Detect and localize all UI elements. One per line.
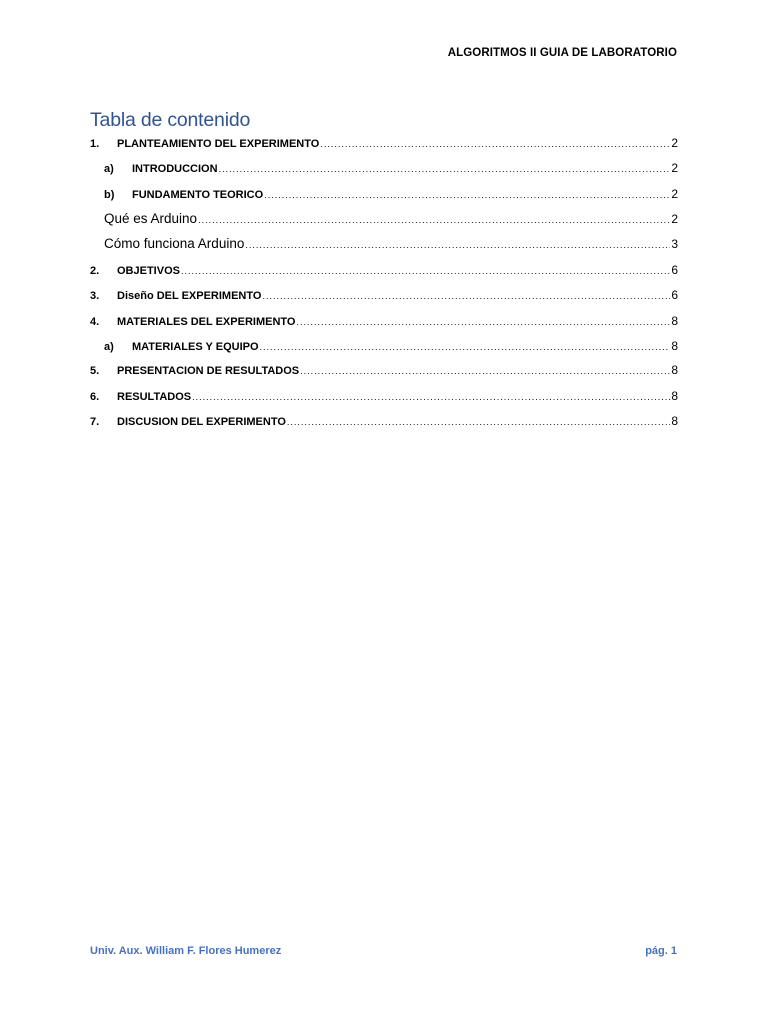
toc-entry-introduccion[interactable] xyxy=(104,161,678,179)
toc-dot-leader xyxy=(287,417,670,427)
toc-entry-title: OBJETIVOS xyxy=(117,265,180,277)
page-header-title: ALGORITMOS II GUIA DE LABORATORIO xyxy=(447,47,677,59)
toc-entry-diseno[interactable] xyxy=(90,288,678,306)
toc-dot-leader xyxy=(260,342,671,352)
toc-entry-materiales-experimento[interactable] xyxy=(90,314,678,332)
toc-entry-number: 2. xyxy=(90,265,100,277)
toc-entry-planteamiento[interactable] xyxy=(90,136,678,154)
toc-dot-leader xyxy=(300,366,670,376)
toc-entry-page: 3 xyxy=(671,237,678,251)
toc-entry-number: a) xyxy=(104,341,114,353)
toc-dot-leader xyxy=(320,139,670,149)
toc-entry-title: MATERIALES Y EQUIPO xyxy=(132,341,259,353)
toc-entry-discusion[interactable] xyxy=(90,414,678,432)
toc-entry-title: PLANTEAMIENTO DEL EXPERIMENTO xyxy=(117,138,320,150)
toc-entry-title: PRESENTACION DE RESULTADOS xyxy=(117,365,300,377)
toc-entry-page: 6 xyxy=(671,288,678,302)
toc-entry-title: RESULTADOS xyxy=(117,391,192,403)
toc-entry-number: a) xyxy=(104,163,114,175)
toc-dot-leader xyxy=(264,190,670,200)
toc-entry-como-funciona-arduino[interactable] xyxy=(104,236,678,254)
toc-dot-leader xyxy=(245,240,670,250)
toc-entry-title: INTRODUCCION xyxy=(132,163,218,175)
toc-entry-number: 6. xyxy=(90,391,100,403)
toc-dot-leader xyxy=(219,164,671,174)
toc-entry-objetivos[interactable] xyxy=(90,263,678,281)
toc-entry-number: 5. xyxy=(90,365,100,377)
toc-entry-number: b) xyxy=(104,189,115,201)
toc-dot-leader xyxy=(181,266,670,276)
toc-entry-page: 8 xyxy=(671,414,678,428)
toc-entry-number: 7. xyxy=(90,416,100,428)
toc-entry-fundamento-teorico[interactable] xyxy=(104,187,678,205)
toc-entry-title: Qué es Arduino xyxy=(104,211,198,226)
toc-entry-presentacion-resultados[interactable] xyxy=(90,363,678,381)
toc-entry-number: 1. xyxy=(90,138,100,150)
toc-entry-title: FUNDAMENTO TEORICO xyxy=(132,189,264,201)
toc-entry-page: 2 xyxy=(671,187,678,201)
toc-entry-page: 6 xyxy=(671,263,678,277)
footer-author: Univ. Aux. William F. Flores Humerez xyxy=(90,945,282,957)
toc-entry-resultados[interactable] xyxy=(90,389,678,407)
toc-entry-title: Cómo funciona Arduino xyxy=(104,236,245,251)
toc-entry-que-es-arduino[interactable] xyxy=(104,211,678,229)
toc-dot-leader xyxy=(262,291,670,301)
toc-entry-number: 3. xyxy=(90,290,100,302)
toc-entry-page: 2 xyxy=(671,136,678,150)
toc-entry-page: 8 xyxy=(671,339,678,353)
toc-heading: Tabla de contenido xyxy=(90,109,251,131)
toc-entry-title: MATERIALES DEL EXPERIMENTO xyxy=(117,316,296,328)
toc-entry-number: 4. xyxy=(90,316,100,328)
footer-page-number: pág. 1 xyxy=(645,945,677,957)
toc-entry-page: 2 xyxy=(671,212,678,226)
toc-entry-page: 8 xyxy=(671,314,678,328)
toc-entry-title: Diseño DEL EXPERIMENTO xyxy=(117,290,262,302)
toc-dot-leader xyxy=(198,215,670,225)
toc-entry-page: 8 xyxy=(671,363,678,377)
toc-entry-title: DISCUSION DEL EXPERIMENTO xyxy=(117,416,286,428)
toc-entry-page: 8 xyxy=(671,389,678,403)
toc-entry-page: 2 xyxy=(671,161,678,175)
toc-dot-leader xyxy=(192,392,670,402)
toc-entry-materiales-equipo[interactable] xyxy=(104,339,678,357)
toc-dot-leader xyxy=(296,317,670,327)
